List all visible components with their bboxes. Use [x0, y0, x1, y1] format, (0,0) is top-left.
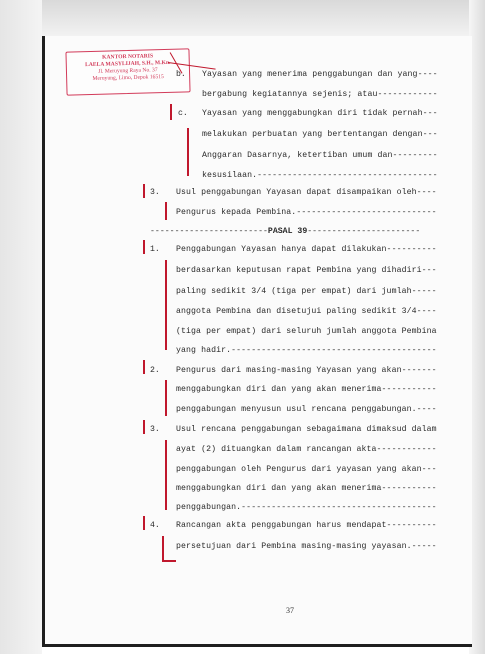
article-1-line-2: berdasarkan keputusan rapat Pembina yang dihadiri--- [176, 266, 437, 275]
article-3-line-3: penggabungan oleh Pengurus dari yayasan yang akan--- [176, 465, 437, 474]
scan-background-left [0, 0, 42, 654]
item-c-line-2: melakukan perbuatan yang bertentangan dengan--- [202, 130, 438, 139]
item-label-c: c. [178, 109, 188, 118]
article-4-label: 4. [150, 521, 160, 530]
article-2-line-3: penggabungan menyusun usul rencana penggabungan.---- [176, 405, 437, 414]
margin-mark [165, 440, 167, 510]
margin-hook-mark [162, 560, 176, 562]
document-page [42, 36, 472, 647]
margin-mark [143, 516, 145, 530]
page-number: 37 [286, 606, 294, 615]
margin-mark [143, 420, 145, 434]
article-1-line-4: anggota Pembina dan disetujui paling sedikit 3/4---- [176, 307, 437, 316]
point-3-line-1: Usul penggabungan Yayasan dapat disampaikan oleh---- [176, 188, 437, 197]
pasal-title: PASAL 39 [267, 227, 308, 236]
item-c-line-1: Yayasan yang menggabungkan diri tidak pernah--- [202, 109, 438, 118]
stamp-notary-name: LAELA MASYLIJAH, S.H., M.Kn. [85, 59, 171, 69]
article-3-line-4: menggabungkan diri dan yang akan menerima----------- [176, 484, 437, 493]
item-label-b: b. [176, 70, 186, 79]
article-2-line-1: Pengurus dari masing-masing Yayasan yang akan------- [176, 366, 437, 375]
point-label-3: 3. [150, 188, 160, 197]
margin-mark [143, 240, 145, 254]
margin-mark [165, 380, 167, 416]
stamp-office-line: KANTOR NOTARIS [102, 53, 154, 61]
article-4-line-1: Rancangan akta penggabungan harus mendapat---------- [176, 521, 437, 530]
pasal-dashes-right: ----------------------- [307, 227, 421, 236]
pasal-heading [150, 227, 420, 236]
stamp-city-line: Meruyung, Limo, Depok 16515 [92, 74, 164, 82]
margin-mark [143, 184, 145, 198]
margin-mark [187, 128, 189, 176]
article-3-label: 3. [150, 425, 160, 434]
article-3-line-1: Usul rencana penggabungan sebagaimana dimaksud dalam [176, 425, 437, 434]
margin-mark [143, 360, 145, 374]
item-b-line-1: Yayasan yang menerima penggabungan dan yang---- [202, 70, 438, 79]
article-1-line-5: (tiga per empat) dari seluruh jumlah anggota Pembina [176, 327, 437, 336]
margin-mark [165, 202, 167, 220]
margin-mark [170, 104, 172, 120]
article-2-line-2: menggabungkan diri dan yang akan menerima----------- [176, 385, 437, 394]
margin-mark [165, 260, 167, 350]
article-1-line-6: yang hadir.----------------------------------------- [176, 346, 437, 355]
article-3-line-5: penggabungan.--------------------------------------- [176, 503, 437, 512]
article-1-line-3: paling sedikit 3/4 (tiga per empat) dari jumlah----- [176, 287, 437, 296]
article-1-label: 1. [150, 245, 160, 254]
stamp-address-line: Jl. Meruyung Raya No. 37 [98, 67, 158, 75]
article-2-label: 2. [150, 366, 160, 375]
article-4-line-2: persetujuan dari Pembina masing-masing yayasan.----- [176, 542, 437, 551]
item-b-line-2: bergabung kegiatannya sejenis; atau------------ [202, 90, 438, 99]
article-1-line-1: Penggabungan Yayasan hanya dapat dilakukan---------- [176, 245, 437, 254]
article-3-line-2: ayat (2) dituangkan dalam rancangan akta------------ [176, 445, 437, 454]
scan-background-top [0, 0, 485, 36]
margin-mark [162, 536, 164, 562]
pasal-dashes-left: ------------------------ [150, 227, 268, 236]
point-3-line-2: Pengurus kepada Pembina.---------------------------- [176, 208, 437, 217]
item-c-line-3: Anggaran Dasarnya, ketertiban umum dan--------- [202, 151, 438, 160]
item-c-line-4: kesusilaan.------------------------------------ [202, 171, 438, 180]
